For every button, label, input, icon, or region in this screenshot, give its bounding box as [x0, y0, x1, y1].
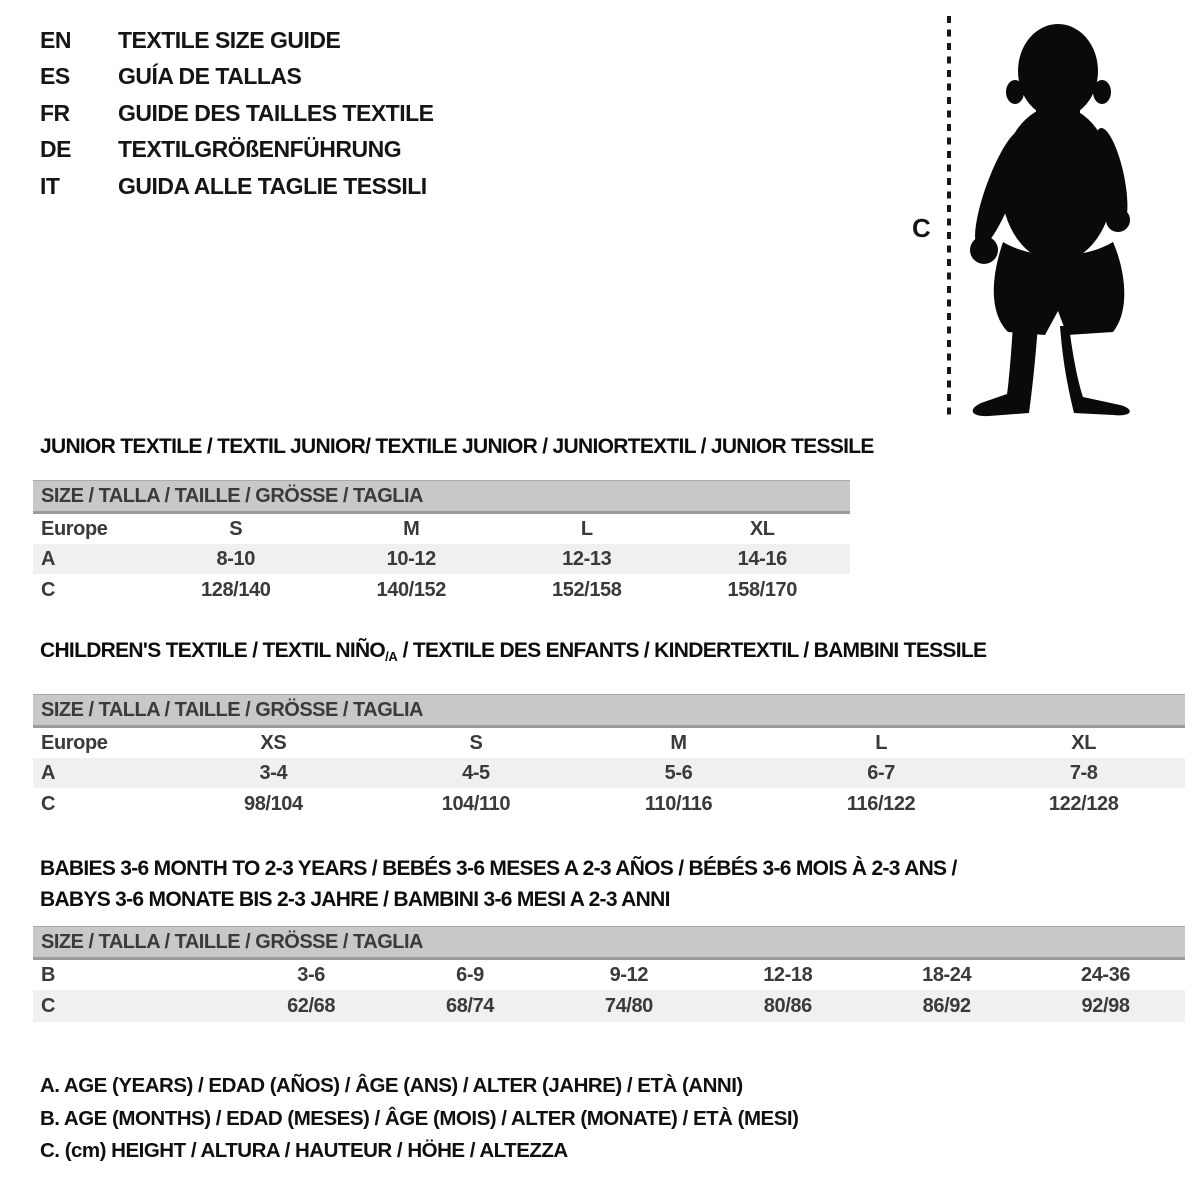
months-value: 3-6 — [297, 963, 325, 986]
size-col: XL — [749, 517, 775, 540]
toddler-silhouette-icon — [963, 14, 1143, 418]
lang-title: GUIDA ALLE TAGLIE TESSILI — [118, 172, 427, 199]
junior-heading: JUNIOR TEXTILE / TEXTIL JUNIOR/ TEXTILE JUNIOR / JUNIORTEXTIL / JUNIOR TESSILE — [40, 435, 874, 458]
children-heading-suffix: / TEXTILE DES ENFANTS / KINDERTEXTIL / BAMBINI TESSILE — [397, 639, 987, 662]
children-height-row — [33, 788, 1185, 820]
lang-row-es — [40, 59, 434, 96]
children-age-row — [33, 758, 1185, 788]
height-value: 152/158 — [552, 578, 622, 601]
age-value: 14-16 — [737, 547, 787, 570]
months-value: 9-12 — [609, 963, 649, 986]
children-size-bar: SIZE / TALLA / TAILLE / GRÖSSE / TAGLIA — [33, 694, 1185, 728]
junior-size-bar: SIZE / TALLA / TAILLE / GRÖSSE / TAGLIA — [33, 480, 850, 514]
junior-header-row — [33, 514, 850, 544]
children-header-row — [33, 728, 1185, 758]
age-value: 5-6 — [664, 761, 693, 784]
row-label: B — [41, 963, 56, 986]
height-value: 110/116 — [644, 792, 713, 815]
legend-line-c: C. (cm) HEIGHT / ALTURA / HAUTEUR / HÖHE / ALTEZZA — [40, 1139, 568, 1162]
size-col: S — [469, 731, 483, 754]
children-heading — [33, 639, 1185, 669]
size-col: S — [229, 517, 243, 540]
language-title-list — [40, 22, 434, 205]
months-value: 24-36 — [1080, 963, 1131, 986]
size-col: L — [580, 517, 593, 540]
lang-code: DE — [40, 136, 71, 163]
lang-code: IT — [40, 172, 60, 199]
height-value: 80/86 — [763, 994, 812, 1017]
height-marker-label: C — [912, 213, 931, 243]
row-label: A — [41, 547, 56, 570]
height-value: 158/170 — [727, 578, 797, 601]
height-value: 128/140 — [201, 578, 271, 601]
size-col: XS — [260, 731, 287, 754]
height-value: 74/80 — [604, 994, 653, 1017]
babies-size-bar: SIZE / TALLA / TAILLE / GRÖSSE / TAGLIA — [33, 926, 1185, 960]
height-value: 116/122 — [846, 792, 916, 815]
row-label: C — [41, 578, 56, 601]
row-label: C — [41, 792, 56, 815]
size-col: M — [403, 517, 420, 540]
legend — [40, 1070, 798, 1168]
lang-row-fr — [40, 95, 434, 132]
lang-title: GUIDE DES TAILLES TEXTILE — [118, 99, 434, 126]
age-value: 6-7 — [867, 761, 895, 784]
height-dashed-line — [947, 16, 951, 416]
height-value: 98/104 — [243, 792, 303, 815]
children-heading-sub: /A — [385, 649, 398, 664]
height-value: 68/74 — [445, 994, 495, 1017]
lang-title: GUÍA DE TALLAS — [118, 63, 302, 90]
lang-row-it — [40, 168, 434, 205]
lang-code: ES — [40, 63, 70, 90]
babies-height-row — [33, 990, 1185, 1022]
age-value: 7-8 — [1069, 761, 1098, 784]
region-label: Europe — [41, 731, 108, 754]
height-value: 92/98 — [1081, 994, 1130, 1017]
section-junior-textile — [33, 435, 874, 606]
size-col: L — [875, 731, 888, 754]
height-value: 62/68 — [287, 994, 336, 1017]
babies-heading-line2: BABYS 3-6 MONATE BIS 2-3 JAHRE / BAMBINI 3-6 MESI A 2-3 ANNI — [40, 888, 670, 911]
size-col: XL — [1071, 731, 1097, 754]
height-value: 122/128 — [1048, 792, 1119, 815]
height-value: 104/110 — [441, 792, 511, 815]
age-value: 3-4 — [259, 761, 288, 784]
legend-line-b: B. AGE (MONTHS) / EDAD (MESES) / ÂGE (MOIS) / ALTER (MONATE) / ETÀ (MESI) — [40, 1106, 799, 1130]
region-label: Europe — [41, 517, 108, 540]
children-heading-prefix: CHILDREN'S TEXTILE / TEXTIL NIÑO — [40, 639, 386, 662]
section-babies-textile — [33, 853, 1185, 1022]
height-value: 140/152 — [376, 578, 446, 601]
age-value: 8-10 — [216, 547, 255, 570]
lang-code: EN — [40, 26, 71, 53]
babies-heading-line1: BABIES 3-6 MONTH TO 2-3 YEARS / BEBÉS 3-6 MESES A 2-3 AÑOS / BÉBÉS 3-6 MOIS À 2-3 ANS / — [40, 857, 957, 880]
lang-title: TEXTILE SIZE GUIDE — [118, 26, 341, 53]
babies-heading — [33, 853, 1185, 915]
junior-age-row — [33, 544, 850, 574]
section-childrens-textile — [33, 639, 1185, 820]
months-value: 6-9 — [456, 963, 484, 986]
lang-code: FR — [40, 99, 70, 126]
lang-row-en — [40, 22, 434, 59]
months-value: 12-18 — [763, 963, 813, 986]
legend-line-a: A. AGE (YEARS) / EDAD (AÑOS) / ÂGE (ANS) / ALTER (JAHRE) / ETÀ (ANNI) — [40, 1074, 743, 1097]
babies-months-row — [33, 960, 1185, 990]
size-col: M — [670, 731, 687, 754]
row-label: A — [41, 761, 56, 784]
junior-height-row — [33, 574, 850, 606]
height-value: 86/92 — [922, 994, 971, 1017]
lang-row-de — [40, 132, 434, 169]
age-value: 4-5 — [462, 761, 490, 784]
lang-title: TEXTILGRÖßENFÜHRUNG — [118, 136, 402, 163]
months-value: 18-24 — [922, 963, 972, 986]
row-label: C — [41, 994, 56, 1017]
age-value: 12-13 — [562, 547, 612, 570]
age-value: 10-12 — [386, 547, 436, 570]
